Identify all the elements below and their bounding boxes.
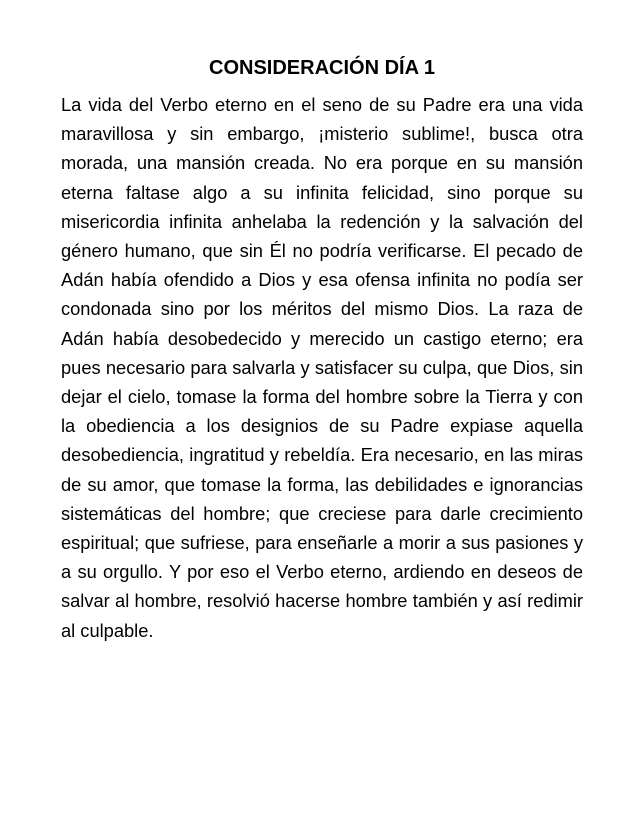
- page-title: CONSIDERACIÓN DÍA 1: [209, 57, 435, 79]
- body-paragraph: La vida del Verbo eterno en el seno de su Padre era una vida maravillosa y sin embargo, ¡misterio sublime!, busca otra morada, una mansión creada. No era porque en su mansión eterna faltase algo a su infinita felicidad, sino porque su misericordia infinita anhelaba la redención y la salvación del género humano, que sin Él no podría verificarse. El pecado de Adán había ofendido a Dios y esa ofensa infinita no podía ser condonada sino por los méritos del mismo Dios. La raza de Adán había desobedecido y merecido un castigo eterno; era pues necesario para salvarla y satisfacer su culpa, que Dios, sin dejar el cielo, tomase la forma del hombre sobre la Tierra y con la obediencia a los designios de su Padre expiase aquella desobediencia, ingratitud y rebeldía. Era necesario, en las miras de su amor, que tomase la forma, las debilidades e ignorancias sistemáticas del hombre; que creciese para darle crecimiento espiritual; que sufriese, para enseñarle a morir a sus pasiones y a su orgullo. Y por eso el Verbo eterno, ardiendo en deseos de salvar al hombre, resolvió hacerse hombre también y así redimir al culpable.: [61, 94, 583, 641]
